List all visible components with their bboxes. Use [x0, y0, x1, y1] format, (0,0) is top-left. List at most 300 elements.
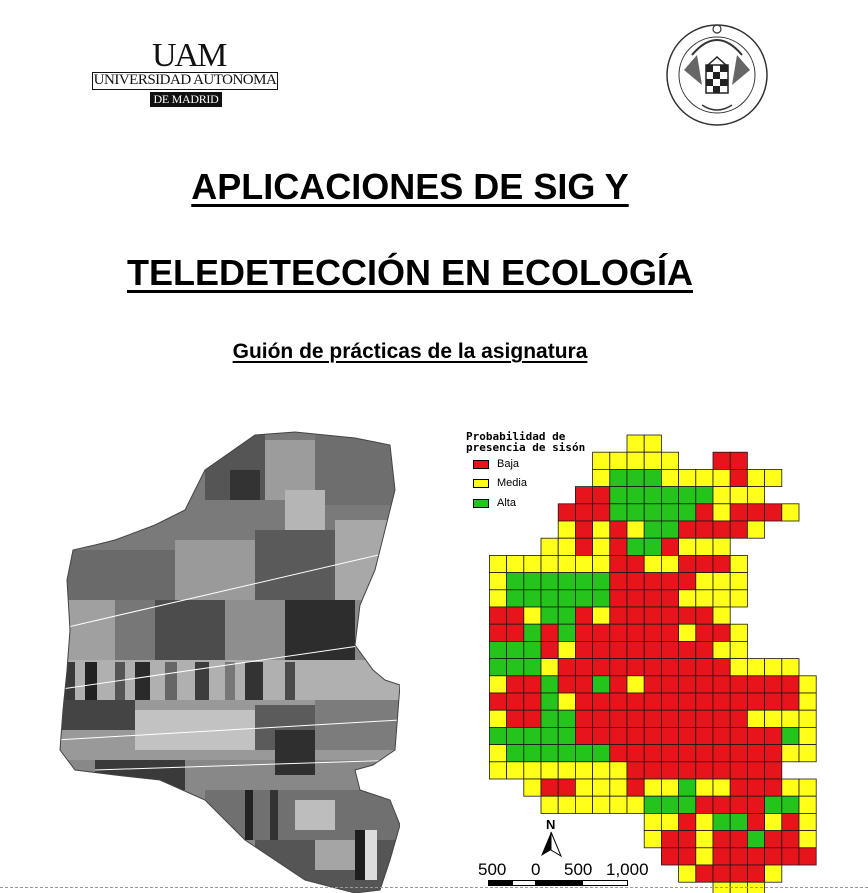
grid-cell-alta — [524, 590, 541, 607]
grid-cell-alta — [524, 659, 541, 676]
grid-cell-media — [644, 831, 661, 848]
grid-cell-baja — [661, 745, 678, 762]
grid-cell-media — [679, 865, 696, 882]
university-seal-icon — [662, 15, 772, 133]
grid-cell-baja — [627, 727, 644, 744]
grid-cell-media — [747, 487, 764, 504]
grid-cell-baja — [627, 745, 644, 762]
grid-cell-baja — [575, 641, 592, 658]
grid-cell-media — [593, 521, 610, 538]
grid-cell-alta — [507, 573, 524, 590]
grid-cell-alta — [610, 469, 627, 486]
grid-cell-alta — [644, 469, 661, 486]
grid-cell-media — [799, 745, 816, 762]
grid-cell-baja — [627, 779, 644, 796]
grid-cell-alta — [489, 659, 506, 676]
grid-cell-baja — [610, 641, 627, 658]
grid-cell-alta — [524, 624, 541, 641]
grid-cell-baja — [713, 848, 730, 865]
grid-cell-baja — [747, 693, 764, 710]
grid-cell-baja — [661, 607, 678, 624]
grid-cell-baja — [489, 607, 506, 624]
grid-cell-baja — [679, 813, 696, 830]
grid-cell-media — [627, 796, 644, 813]
grid-cell-alta — [575, 745, 592, 762]
grid-cell-media — [489, 762, 506, 779]
grid-cell-media — [524, 607, 541, 624]
grid-cell-alta — [558, 710, 575, 727]
grid-cell-alta — [644, 504, 661, 521]
grid-cell-alta — [593, 590, 610, 607]
grid-cell-baja — [696, 659, 713, 676]
grid-cell-media — [610, 779, 627, 796]
scale-labels — [478, 860, 678, 880]
grid-cell-baja — [782, 693, 799, 710]
grid-cell-baja — [558, 504, 575, 521]
grid-cell-baja — [575, 607, 592, 624]
grid-cell-baja — [713, 710, 730, 727]
grid-cell-baja — [610, 745, 627, 762]
grid-cell-baja — [593, 710, 610, 727]
grid-cell-media — [558, 693, 575, 710]
grid-cell-alta — [644, 796, 661, 813]
grid-cell-baja — [627, 710, 644, 727]
grid-cell-baja — [713, 555, 730, 572]
grid-cell-baja — [661, 727, 678, 744]
legend-title — [466, 431, 606, 453]
grid-cell-baja — [696, 762, 713, 779]
grid-cell-baja — [507, 710, 524, 727]
grid-cell-baja — [747, 813, 764, 830]
grid-cell-baja — [627, 607, 644, 624]
grid-cell-alta — [558, 607, 575, 624]
grid-cell-media — [644, 435, 661, 452]
grid-cell-baja — [558, 676, 575, 693]
grid-cell-baja — [679, 831, 696, 848]
grid-cell-baja — [679, 693, 696, 710]
grid-cell-baja — [679, 848, 696, 865]
grid-cell-media — [558, 641, 575, 658]
scale-label: 0 — [531, 860, 541, 879]
grid-cell-baja — [575, 521, 592, 538]
grid-cell-baja — [782, 676, 799, 693]
grid-cell-baja — [575, 538, 592, 555]
grid-cell-baja — [575, 487, 592, 504]
grid-cell-media — [799, 779, 816, 796]
grid-cell-media — [713, 538, 730, 555]
grid-cell-baja — [575, 624, 592, 641]
grid-cell-baja — [765, 745, 782, 762]
grid-cell-baja — [661, 831, 678, 848]
legend-label: Alta — [497, 497, 516, 509]
grid-cell-baja — [558, 779, 575, 796]
grid-cell-baja — [661, 762, 678, 779]
grid-cell-media — [730, 573, 747, 590]
grid-cell-media — [541, 659, 558, 676]
grid-cell-media — [507, 762, 524, 779]
grid-cell-media — [644, 452, 661, 469]
grid-cell-media — [524, 555, 541, 572]
grid-cell-alta — [507, 727, 524, 744]
grid-cell-baja — [644, 573, 661, 590]
document-title-line2: TELEDETECCIÓN EN ECOLOGÍA — [126, 252, 694, 293]
grid-cell-alta — [558, 727, 575, 744]
grid-cell-baja — [679, 641, 696, 658]
north-label: N — [546, 817, 556, 832]
grid-cell-media — [593, 469, 610, 486]
uam-logo-sub: DE MADRID — [150, 92, 222, 107]
grid-cell-media — [747, 521, 764, 538]
grid-cell-baja — [541, 779, 558, 796]
grid-cell-baja — [730, 693, 747, 710]
grid-cell-baja — [644, 676, 661, 693]
grid-cell-baja — [765, 848, 782, 865]
grid-cell-media — [696, 779, 713, 796]
grid-cell-media — [661, 813, 678, 830]
grid-cell-baja — [713, 727, 730, 744]
grid-cell-media — [765, 469, 782, 486]
grid-cell-baja — [593, 504, 610, 521]
grid-cell-alta — [765, 796, 782, 813]
grid-cell-alta — [713, 813, 730, 830]
grid-cell-media — [644, 779, 661, 796]
grid-cell-alta — [661, 504, 678, 521]
grid-cell-baja — [627, 762, 644, 779]
grid-cell-baja — [507, 624, 524, 641]
grid-cell-media — [799, 693, 816, 710]
grid-cell-baja — [730, 865, 747, 882]
grid-cell-baja — [679, 659, 696, 676]
grid-cell-media — [558, 538, 575, 555]
grid-cell-media — [747, 710, 764, 727]
grid-cell-alta — [489, 641, 506, 658]
grid-cell-baja — [713, 762, 730, 779]
grid-cell-media — [541, 538, 558, 555]
grid-cell-media — [765, 813, 782, 830]
grid-cell-baja — [730, 762, 747, 779]
grid-cell-media — [713, 469, 730, 486]
grid-cell-alta — [541, 710, 558, 727]
grid-cell-baja — [627, 573, 644, 590]
grid-cell-baja — [575, 693, 592, 710]
grid-cell-alta — [782, 796, 799, 813]
grid-cell-baja — [713, 831, 730, 848]
grid-cell-media — [696, 848, 713, 865]
grid-cell-media — [575, 796, 592, 813]
grid-cell-baja — [696, 555, 713, 572]
grid-cell-baja — [627, 555, 644, 572]
grid-cell-baja — [610, 659, 627, 676]
grid-cell-alta — [541, 745, 558, 762]
grid-cell-alta — [507, 590, 524, 607]
probability-grid-map — [455, 425, 825, 893]
legend-item-media — [473, 477, 527, 489]
grid-cell-baja — [610, 676, 627, 693]
grid-cell-baja — [799, 848, 816, 865]
grid-cell-alta — [747, 831, 764, 848]
grid-cell-alta — [507, 641, 524, 658]
grid-cell-media — [696, 831, 713, 848]
grid-cell-media — [593, 555, 610, 572]
grid-cell-media — [679, 538, 696, 555]
grid-cell-alta — [610, 487, 627, 504]
grid-cell-alta — [507, 745, 524, 762]
grid-cell-baja — [696, 504, 713, 521]
grid-cell-baja — [747, 676, 764, 693]
grid-cell-alta — [627, 487, 644, 504]
grid-cell-media — [644, 555, 661, 572]
grid-cell-baja — [507, 693, 524, 710]
grid-cell-baja — [644, 745, 661, 762]
grid-cell-baja — [627, 641, 644, 658]
grid-cell-baja — [696, 676, 713, 693]
grid-cell-alta — [575, 590, 592, 607]
grid-cell-media — [765, 865, 782, 882]
grid-cell-baja — [730, 779, 747, 796]
grid-cell-baja — [575, 727, 592, 744]
grid-cell-baja — [661, 624, 678, 641]
grid-cell-baja — [610, 555, 627, 572]
grid-cell-media — [730, 590, 747, 607]
grid-cell-media — [575, 762, 592, 779]
grid-cell-baja — [730, 848, 747, 865]
grid-cell-media — [696, 469, 713, 486]
legend-swatch — [473, 479, 489, 488]
scale-label: 500 — [478, 860, 507, 879]
grid-cell-baja — [730, 710, 747, 727]
grid-cell-media — [782, 745, 799, 762]
grid-cell-baja — [747, 745, 764, 762]
grid-cell-baja — [713, 452, 730, 469]
grid-cell-alta — [558, 745, 575, 762]
grid-cell-baja — [730, 676, 747, 693]
grid-cell-media — [593, 452, 610, 469]
grid-cell-baja — [679, 762, 696, 779]
grid-cell-baja — [679, 745, 696, 762]
grid-cell-media — [696, 573, 713, 590]
grid-cell-alta — [644, 538, 661, 555]
grid-cell-media — [507, 555, 524, 572]
grid-cell-media — [747, 659, 764, 676]
grid-cell-media — [593, 607, 610, 624]
grid-cell-media — [541, 796, 558, 813]
grid-cell-baja — [679, 727, 696, 744]
grid-cell-media — [747, 469, 764, 486]
grid-cell-media — [799, 710, 816, 727]
grid-cell-media — [799, 796, 816, 813]
grid-cell-baja — [627, 590, 644, 607]
grid-cell-baja — [696, 745, 713, 762]
legend-label: Media — [497, 477, 527, 489]
scale-bar-segment — [489, 881, 513, 885]
grid-cell-media — [696, 590, 713, 607]
grid-cell-baja — [541, 641, 558, 658]
grid-cell-baja — [627, 693, 644, 710]
grid-cell-baja — [507, 676, 524, 693]
grid-cell-media — [782, 779, 799, 796]
grid-cell-media — [799, 727, 816, 744]
grid-cell-baja — [730, 469, 747, 486]
grid-cell-baja — [575, 676, 592, 693]
grid-cell-baja — [644, 762, 661, 779]
grid-cell-baja — [679, 676, 696, 693]
grid-cell-alta — [507, 659, 524, 676]
grid-cell-alta — [593, 745, 610, 762]
grid-cell-baja — [593, 693, 610, 710]
grid-cell-media — [713, 607, 730, 624]
scale-label: 500 — [564, 860, 593, 879]
grid-cell-media — [696, 813, 713, 830]
grid-cell-media — [782, 710, 799, 727]
grid-cell-baja — [610, 727, 627, 744]
grid-cell-media — [661, 469, 678, 486]
grid-cell-media — [765, 659, 782, 676]
grid-cell-media — [575, 555, 592, 572]
grid-cell-baja — [610, 607, 627, 624]
grid-cell-media — [713, 504, 730, 521]
grid-cell-baja — [765, 504, 782, 521]
grid-cell-media — [489, 555, 506, 572]
grid-cell-baja — [524, 710, 541, 727]
grid-cell-baja — [661, 659, 678, 676]
grid-cell-media — [541, 762, 558, 779]
grid-cell-alta — [679, 504, 696, 521]
legend-swatch — [473, 460, 489, 469]
uam-logo-letters: UAM — [152, 37, 226, 74]
grid-cell-baja — [713, 676, 730, 693]
grid-cell-baja — [713, 624, 730, 641]
grid-cell-media — [610, 762, 627, 779]
grid-cell-baja — [713, 865, 730, 882]
grid-cell-baja — [782, 831, 799, 848]
grid-cell-baja — [730, 452, 747, 469]
grid-cell-media — [799, 831, 816, 848]
grid-cell-alta — [541, 727, 558, 744]
grid-cell-baja — [627, 659, 644, 676]
scale-label: 1,000 — [606, 860, 649, 879]
grid-cell-baja — [765, 762, 782, 779]
grid-cell-media — [524, 779, 541, 796]
grid-cell-baja — [575, 504, 592, 521]
grid-cell-baja — [713, 796, 730, 813]
grid-cell-media — [593, 796, 610, 813]
grid-cell-baja — [730, 504, 747, 521]
grid-cell-media — [593, 538, 610, 555]
grid-cell-baja — [610, 693, 627, 710]
grid-cell-media — [730, 555, 747, 572]
grid-cell-media — [696, 538, 713, 555]
north-arrow — [538, 818, 568, 856]
grid-cell-alta — [558, 624, 575, 641]
grid-cell-alta — [524, 745, 541, 762]
grid-cell-baja — [696, 710, 713, 727]
grid-cell-alta — [541, 573, 558, 590]
grid-cell-media — [730, 659, 747, 676]
grid-cell-alta — [627, 504, 644, 521]
grid-cell-media — [799, 676, 816, 693]
grid-cell-media — [713, 487, 730, 504]
page-edge — [0, 887, 868, 888]
grid-cell-alta — [524, 727, 541, 744]
grid-cell-baja — [489, 624, 506, 641]
grid-cell-baja — [765, 727, 782, 744]
grid-cell-alta — [524, 641, 541, 658]
grid-cell-media — [489, 710, 506, 727]
grid-cell-alta — [627, 538, 644, 555]
grid-cell-media — [489, 745, 506, 762]
grid-cell-media — [679, 590, 696, 607]
grid-cell-alta — [644, 521, 661, 538]
grid-cell-media — [489, 573, 506, 590]
grid-cell-media — [713, 573, 730, 590]
parcel-map-icon — [55, 430, 400, 893]
grid-cell-baja — [747, 848, 764, 865]
grid-cell-baja — [610, 590, 627, 607]
grid-cell-alta — [541, 590, 558, 607]
grid-cell-baja — [661, 676, 678, 693]
grid-cell-alta — [558, 573, 575, 590]
grid-cell-baja — [610, 573, 627, 590]
grid-cell-baja — [627, 624, 644, 641]
grid-cell-alta — [661, 521, 678, 538]
legend-swatch — [473, 499, 489, 508]
grid-cell-baja — [730, 831, 747, 848]
grid-cell-media — [730, 624, 747, 641]
grid-cell-media — [627, 435, 644, 452]
grid-cell-media — [558, 555, 575, 572]
grid-cell-baja — [730, 745, 747, 762]
grid-cell-baja — [765, 676, 782, 693]
grid-cell-alta — [644, 487, 661, 504]
legend-item-baja — [473, 458, 519, 470]
grid-cell-alta — [541, 693, 558, 710]
grid-cell-baja — [765, 831, 782, 848]
grid-cell-baja — [679, 521, 696, 538]
grid-cell-baja — [507, 607, 524, 624]
grid-cell-media — [679, 624, 696, 641]
grid-cell-alta — [730, 813, 747, 830]
grid-cell-baja — [747, 796, 764, 813]
document-subtitle: Guión de prácticas de la asignatura — [232, 340, 588, 363]
legend-label: Baja — [497, 458, 520, 470]
grid-cell-baja — [713, 693, 730, 710]
grid-cell-media — [627, 521, 644, 538]
grid-cell-media — [558, 521, 575, 538]
grid-cell-alta — [696, 487, 713, 504]
grid-cell-baja — [661, 590, 678, 607]
grid-cell-baja — [661, 693, 678, 710]
grid-cell-baja — [593, 659, 610, 676]
grid-cell-baja — [644, 590, 661, 607]
grid-cell-baja — [747, 779, 764, 796]
uam-logo-name: UNIVERSIDAD AUTONOMA — [93, 72, 277, 88]
grid-cell-baja — [644, 727, 661, 744]
grid-cell-baja — [696, 641, 713, 658]
grid-cell-baja — [593, 641, 610, 658]
grid-cell-media — [799, 813, 816, 830]
grid-cell-media — [713, 641, 730, 658]
grid-cell-baja — [593, 487, 610, 504]
grid-cell-baja — [489, 693, 506, 710]
grid-cell-baja — [644, 693, 661, 710]
grid-cell-baja — [782, 813, 799, 830]
grid-cell-baja — [713, 745, 730, 762]
grid-cell-baja — [696, 865, 713, 882]
grid-cell-baja — [679, 573, 696, 590]
grid-cell-media — [610, 796, 627, 813]
scale-bar-segment — [535, 881, 583, 885]
grid-cell-alta — [679, 779, 696, 796]
